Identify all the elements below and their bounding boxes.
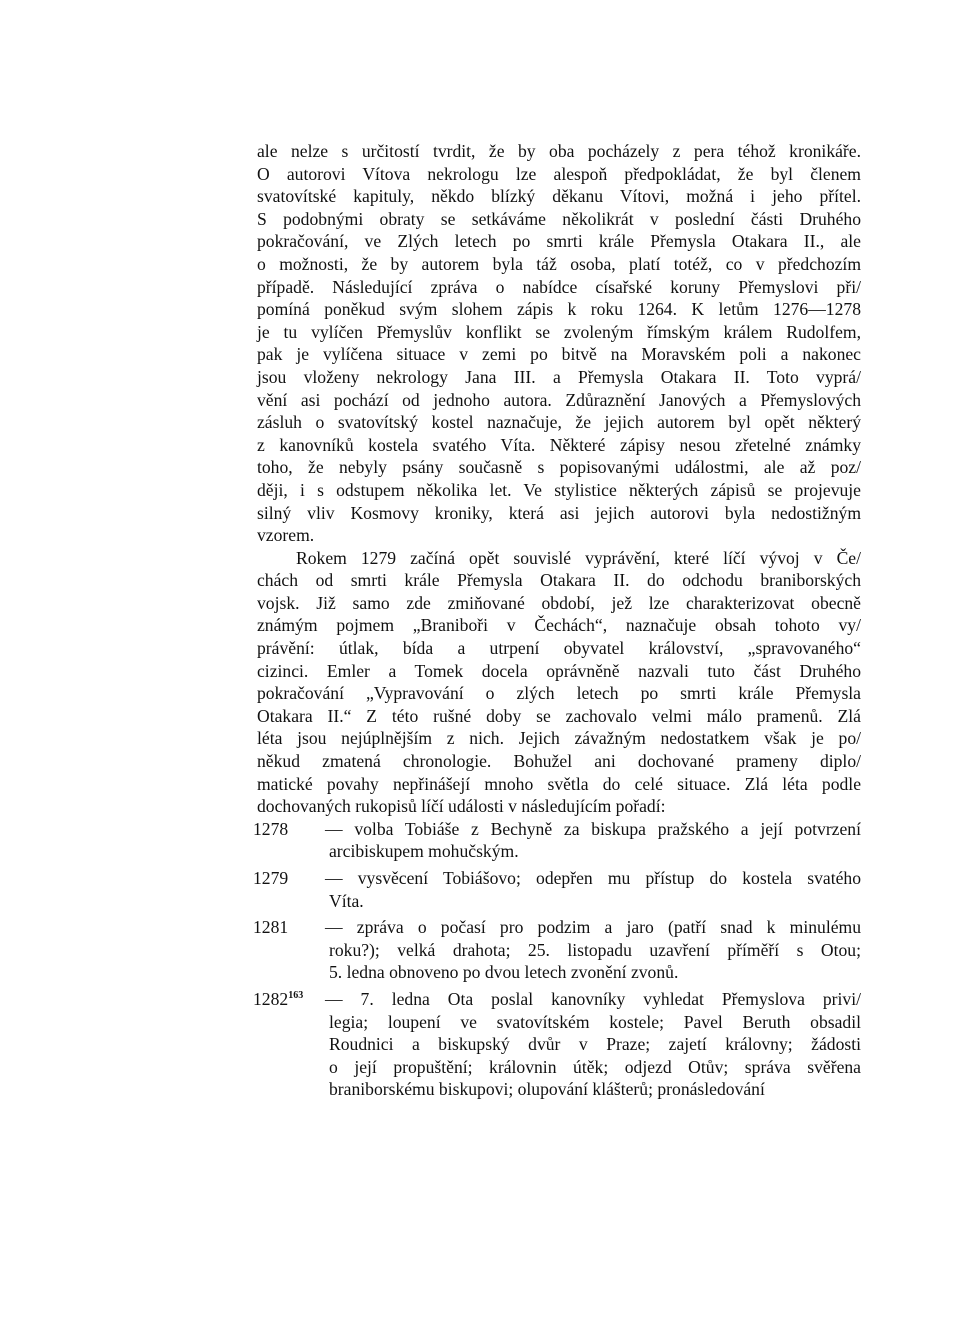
entry-year — [253, 988, 325, 1011]
chronology-entry — [253, 988, 861, 1105]
entry-year — [253, 867, 325, 890]
entry-year-number: 1278 — [253, 818, 289, 839]
text-line: je tu vylíčen Přemyslův konflikt se zvoleným římským králem Rudolfem, — [257, 321, 861, 342]
entry-text-line: roku?); velká drahota; 25. listopadu uzavření příměří s Otou; — [329, 939, 861, 960]
entry-year-number: 1279 — [253, 868, 289, 888]
entry-text-line: Roudnici a biskupský dvůr v Praze; zajetí královny; žádosti — [329, 1034, 861, 1055]
text-line: pak je vylíčena situace v zemi po bitvě na Moravském poli a nakonec — [257, 344, 861, 365]
text-line: zásluh o svatovítský kostel naznačuje, že jejich autorem byl opět některý — [257, 412, 861, 433]
entry-year — [253, 916, 325, 939]
entry-indent — [253, 1056, 329, 1079]
entry-text-line: arcibiskupem mohučským. — [329, 841, 519, 862]
text-line: matické povahy nepřinášejí mnoho světla do celé situace. Zlá léta podle — [257, 773, 861, 794]
text-line: jsou vloženy nekrology Jana III. a Přemysla Otakara II. Toto vyprá/ — [257, 366, 861, 387]
chronology-entry — [253, 916, 861, 988]
text-line: o možnosti, že by autorem byla táž osoba, platí totéž, co v předchozím — [257, 253, 861, 274]
text-line: S podobnými obraty se setkáváme několikrát v poslední části Druhého — [257, 208, 861, 229]
entry-text-line: — zpráva o počasí pro podzim a jaro (patří snad k minulému — [325, 917, 861, 938]
text-line: O autorovi Vítova nekrologu lze alespoň předpokládat, že byl členem — [257, 163, 861, 184]
entry-indent — [253, 1078, 329, 1101]
text-line: ději, i s odstupem několika let. Ve stylistice některých zápisů se projevuje — [257, 479, 861, 500]
entry-text-line: — vysvěcení Tobiášovo; odepřen mu přístup do kostela svatého — [325, 868, 861, 888]
text-line: vění asi pochází od jednoho autora. Zdůraznění Janových a Přemyslových — [257, 389, 861, 410]
chronology-entry — [253, 867, 861, 916]
chronology-list — [253, 818, 861, 1105]
footnote-marker: 163 — [288, 990, 304, 1002]
entry-indent — [253, 1033, 329, 1056]
entry-indent — [253, 961, 329, 984]
text-line: známým pojmem „Braniboři v Čechách“, naznačuje obsah tohoto vy/ — [257, 615, 861, 636]
text-line: léta jsou nejúplnějším z nich. Jejich závažným nedostatkem však je po/ — [257, 728, 861, 749]
entry-indent — [253, 890, 329, 913]
page-text — [253, 140, 861, 1105]
text-line: cizinci. Emler a Tomek docela oprávněně nazvali tuto část Druhého — [257, 660, 861, 681]
chronology-entry — [253, 818, 861, 867]
entry-text-line: o její propuštění; královnin útěk; odjezd Otův; správa svěřena — [329, 1056, 861, 1077]
entry-text-line: legia; loupení ve svatovítském kostele; Pavel Beruth obsadil — [329, 1011, 861, 1032]
text-line: pomíná poněkud svým slohem zápis k roku 1264. K letům 1276—1278 — [257, 299, 861, 320]
text-line: dochovaných rukopisů líčí události v následujícím pořadí: — [257, 796, 666, 817]
text-line: právění: útlak, bída a utrpení obyvatel království, „spravovaného“ — [257, 638, 861, 659]
text-line: vzorem. — [257, 525, 315, 546]
text-line: Otakara II.“ Z této rušné doby se zachovalo velmi málo pramenů. Zlá — [257, 705, 861, 726]
entry-year-number: 1282 — [253, 988, 289, 1009]
paragraph-1 — [257, 140, 861, 547]
entry-text-line: — volba Tobiáše z Bechyně za biskupa pražského a její potvrzení — [325, 818, 861, 839]
text-line: případě. Následující zpráva o nabídce císařské koruny Přemyslovi při/ — [257, 276, 861, 297]
paragraph-2 — [257, 547, 861, 818]
entry-text-line: — 7. ledna Ota poslal kanovníky vyhledat Přemyslova privi/ — [325, 988, 861, 1009]
text-line: chách od smrti krále Přemysla Otakara II. do odchodu braniborských — [257, 570, 861, 591]
text-line: někud zmatená chronologie. Bohužel ani dochované prameny diplo/ — [257, 751, 861, 772]
entry-year-number: 1281 — [253, 917, 289, 938]
entry-indent — [253, 840, 329, 863]
text-line: svatovítské kapituly, někdo blízký děkanu Vítovi, možná i jeho přítel. — [257, 186, 861, 207]
entry-text-line: Víta. — [329, 890, 364, 911]
entry-year — [253, 818, 325, 841]
text-line: pokračování, ve Zlých letech po smrti krále Přemysla Otakara II., ale — [257, 231, 861, 252]
text-line: ale nelze s určitostí tvrdit, že by oba pocházely z pera téhož kronikáře. — [257, 141, 861, 161]
entry-text-line: 5. ledna obnoveno po dvou letech zvonění zvonů. — [329, 962, 679, 983]
text-line: Rokem 1279 začíná opět souvislé vyprávění, které líčí vývoj v Če/ — [296, 547, 861, 568]
entry-indent — [253, 939, 329, 962]
text-line: vojsk. Již samo zde zmiňované období, jež lze charakterizovat obecně — [257, 592, 861, 613]
text-line: z kanovníků kostela svatého Víta. Některé zápisy nesou zřetelné známky — [257, 434, 861, 455]
entry-text-line: braniborskému biskupovi; olupování klášterů; pronásledování — [329, 1079, 765, 1100]
text-line: toho, že nebyly psány současně s popisovanými událostmi, ale až poz/ — [257, 457, 861, 478]
text-line: silný vliv Kosmovy kroniky, která asi jejich autorovi byla nedostižným — [257, 502, 861, 523]
entry-gap — [257, 1101, 861, 1105]
entry-indent — [253, 1011, 329, 1034]
text-line: pokračování „Vypravování o zlých letech po smrti krále Přemysla — [257, 683, 861, 704]
